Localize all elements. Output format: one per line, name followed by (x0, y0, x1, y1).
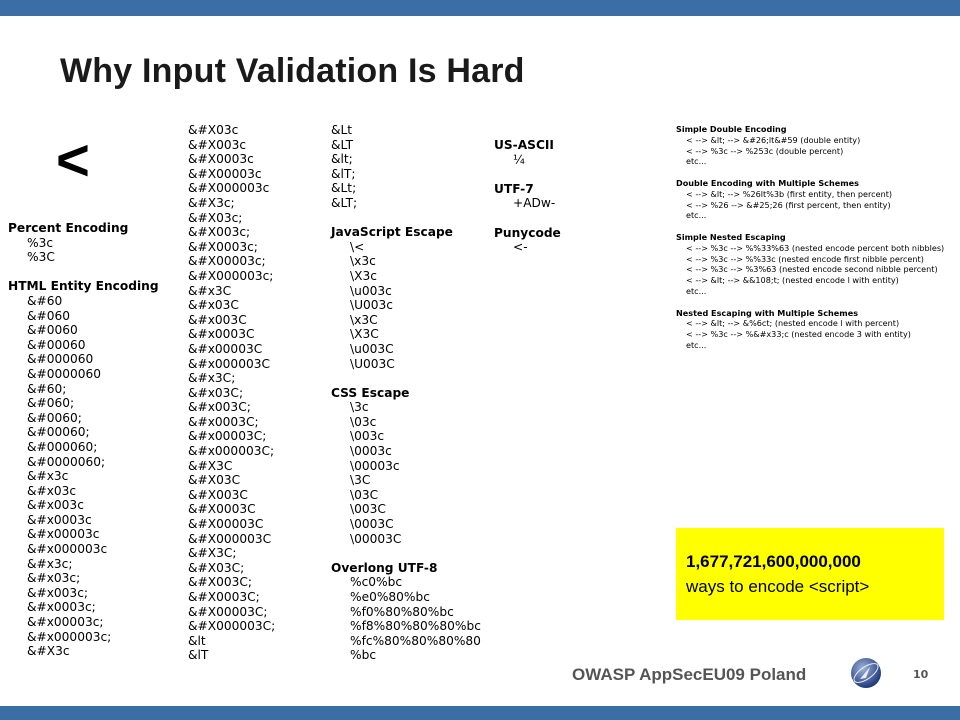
encoding-line: &#x03c; (27, 571, 81, 586)
encoding-line: &#060 (27, 308, 70, 323)
encoding-line: &#00060 (27, 337, 86, 352)
encoding-line: UTF-7 (494, 181, 534, 196)
encoding-line: &#x3C (188, 283, 232, 298)
encoding-line: &#X3C (188, 458, 233, 473)
encoding-line: \< (350, 239, 365, 254)
encoding-line: &#x000003C (188, 356, 270, 371)
encoding-line: &#x000003c; (27, 629, 112, 644)
scheme-note-line: Nested Escaping with Multiple Schemes (676, 307, 859, 318)
encoding-line: \03C (350, 487, 379, 502)
encoding-line: &#X003C; (188, 575, 252, 590)
encoding-line: &#x3c (27, 469, 69, 484)
scheme-note-line: < --> %3c --> %253c (double percent) (686, 145, 844, 156)
encoding-line: %f0%80%80%bc (350, 604, 454, 619)
encoding-line: &#0000060; (27, 454, 106, 469)
encoding-line: \0003C (350, 517, 394, 532)
encoding-line: &#X00003C; (188, 604, 268, 619)
encoding-line: &#X000003c (188, 181, 270, 196)
encoding-line: %e0%80%bc (350, 590, 430, 604)
column-percent-html-entity (8, 221, 159, 659)
encoding-line: &lt; (331, 152, 353, 167)
encoding-schemes-notes (676, 124, 948, 351)
encoding-line: \X3c (350, 268, 377, 283)
encoding-line: ¼ (513, 152, 525, 167)
scheme-note-line (676, 297, 948, 308)
encoding-line: &#X00003c (188, 166, 262, 181)
encoding-line: CSS Escape (331, 385, 410, 400)
scheme-note-line: Simple Nested Escaping (676, 231, 786, 242)
encoding-line: &#000060; (27, 439, 98, 454)
encoding-line: &#x3C; (188, 371, 236, 386)
encoding-line: &#X0003c (188, 152, 254, 167)
encoding-line: \003c (350, 429, 385, 444)
encoding-line: Punycode (494, 225, 561, 240)
encoding-line: &#X0003C; (188, 590, 260, 604)
encoding-line: &#X000003c; (188, 268, 274, 283)
encoding-line: &#x0003c (27, 512, 92, 527)
encoding-line: &#X3c; (188, 195, 235, 210)
encoding-line: \u003c (350, 283, 392, 298)
encoding-line: &#0000060 (27, 366, 101, 381)
encoding-line: %3C (27, 250, 55, 265)
encoding-line: \00003C (350, 531, 402, 546)
encoding-line: &#X00003C (188, 517, 264, 532)
encoding-line: &#x000003c (27, 542, 108, 557)
encoding-line: &#X003c (188, 137, 247, 152)
scheme-note-line (676, 167, 948, 178)
column-js-css-utf8 (331, 123, 481, 663)
encoding-line: \u003C (350, 341, 394, 356)
encoding-line (331, 546, 481, 561)
scheme-note-line: Double Encoding with Multiple Schemes (676, 177, 859, 188)
encoding-line: &#x003c (27, 498, 84, 513)
encoding-line: &#x03c (27, 483, 77, 498)
encoding-line: &#x03C; (188, 385, 244, 400)
encoding-line: &#60; (27, 381, 67, 396)
encoding-line (331, 211, 481, 226)
encoding-line: +ADw- (513, 196, 556, 211)
scheme-note-line: < --> &lt; --> %26lt%3b (first entity, then percent) (686, 188, 893, 199)
scheme-note-line: < --> %3c --> %3%63 (nested encode second nibble percent) (686, 264, 938, 275)
encoding-line: %fc%80%80%80%80 (350, 633, 481, 648)
scheme-note-line: < --> &lt; --> &#26;lt&#59 (double entity) (686, 134, 861, 145)
encoding-line: &#X0003C (188, 502, 256, 517)
encoding-line: &#X3C; (188, 546, 237, 561)
encoding-line: \003C (350, 502, 386, 517)
encoding-line: &#x03C (188, 298, 239, 313)
encoding-line: &lt (188, 633, 206, 648)
encoding-line: &#x0003c; (27, 600, 96, 615)
encoding-line: &Lt (331, 123, 353, 137)
encoding-line: &#x003c; (27, 585, 88, 600)
encoding-line: %f8%80%80%80%bc (350, 619, 481, 634)
encoding-line: \03c (350, 414, 377, 429)
encoding-line: Overlong UTF-8 (331, 560, 438, 575)
encoding-line: US-ASCII (494, 138, 554, 152)
encoding-line: &#0060; (27, 410, 82, 425)
encoding-line: \U003C (350, 356, 395, 371)
encoding-line: &#60 (27, 293, 63, 308)
scheme-note-line: < --> &lt; --> &%6ct; (nested encode l with percent) (686, 318, 900, 329)
scheme-note-line (676, 221, 948, 232)
encoding-line: &#X03C (188, 473, 241, 488)
scheme-note-line: Simple Double Encoding (676, 124, 787, 134)
encoding-line: &#X00003c; (188, 254, 266, 269)
scheme-note-line: etc... (686, 339, 707, 350)
encoding-line: &#X003c; (188, 225, 251, 240)
encoding-line: <- (513, 240, 528, 255)
encoding-line: \00003c (350, 458, 400, 473)
encoding-line: &#x00003c; (27, 615, 104, 630)
encoding-line: &lT; (331, 166, 356, 181)
encoding-line: \3c (350, 400, 369, 415)
encoding-line: &#X000003C; (188, 619, 276, 634)
encoding-line: &#x3c; (27, 556, 73, 571)
encoding-line: &#X03c (188, 123, 239, 137)
encoding-line: &#X3c (27, 644, 70, 659)
scheme-note-line: < --> %26 --> &#25;26 (first percent, then entity) (686, 199, 891, 210)
scheme-note-line: etc... (686, 285, 707, 296)
encoding-line: \0003c (350, 444, 392, 459)
encoding-line: %3c (27, 235, 54, 250)
callout-number: 1,677,721,600,000,000 (686, 552, 861, 571)
encoding-line: &LT; (331, 195, 358, 210)
encoding-line: HTML Entity Encoding (8, 279, 159, 294)
encoding-line: \X3C (350, 327, 379, 342)
scheme-note-line: < --> %3c --> %&#x33;c (nested encode 3 with entity) (686, 329, 911, 340)
encoding-line (494, 167, 561, 182)
slide-title: Why Input Validation Is Hard (60, 52, 525, 90)
encoding-line: &#X0003c; (188, 239, 258, 254)
encoding-line: %c0%bc (350, 575, 403, 590)
encoding-line: &#x000003C; (188, 444, 275, 459)
encoding-line: &#X03c; (188, 210, 243, 225)
encoding-line: JavaScript Escape (331, 225, 453, 240)
encoding-line: &#X003C (188, 487, 248, 502)
encoding-line (8, 265, 159, 280)
encoding-line: &#X03C; (188, 560, 245, 575)
callout-box (676, 528, 944, 620)
encoding-line: Percent Encoding (8, 221, 129, 235)
encoding-line: &#x00003C (188, 341, 263, 356)
encoding-line: &#x00003C; (188, 429, 267, 444)
encoding-line: \3C (350, 473, 371, 488)
encoding-line: &#x00003c (27, 527, 100, 542)
scheme-note-line: < --> %3c --> %%33c (nested encode first nibble percent) (686, 253, 924, 264)
footer-text: OWASP AppSecEU09 Poland (572, 665, 807, 684)
bottom-bar (0, 706, 960, 720)
encoding-line: \x3C (350, 312, 378, 327)
encoding-line: &#00060; (27, 425, 90, 440)
encoding-line: &#060; (27, 396, 75, 411)
encoding-line: &#x0003C (188, 327, 255, 342)
encoding-line: &#X000003C (188, 531, 272, 546)
page-number: 10 (913, 668, 929, 681)
encoding-line (331, 371, 481, 386)
encoding-line: &#000060 (27, 352, 94, 367)
encoding-line: \x3c (350, 254, 376, 269)
encoding-line: &#0060 (27, 323, 78, 338)
encoding-line: &Lt; (331, 181, 357, 196)
scheme-note-line: etc... (686, 156, 707, 167)
column-html-entity-continued (188, 123, 275, 663)
encoding-line: &#x003C; (188, 400, 251, 415)
encoding-line: &lT (188, 648, 209, 663)
encoding-line: \U003c (350, 298, 393, 313)
encoding-line: &LT (331, 137, 354, 152)
column-charsets (494, 138, 561, 255)
encoding-line: %bc (350, 648, 377, 663)
scheme-note-line: etc... (686, 210, 707, 221)
big-less-than: < (56, 128, 90, 193)
scheme-note-line: < --> &lt; --> &&108;t; (nested encode l with entity) (686, 275, 899, 286)
scheme-note-line: < --> %3c --> %%33%63 (nested encode percent both nibbles) (686, 242, 945, 253)
top-bar (0, 0, 960, 16)
encoding-line (494, 211, 561, 226)
owasp-globe-icon (850, 657, 882, 689)
encoding-line: &#x003C (188, 312, 247, 327)
callout-text: ways to encode <script> (686, 577, 870, 596)
encoding-line: &#x0003C; (188, 414, 259, 429)
